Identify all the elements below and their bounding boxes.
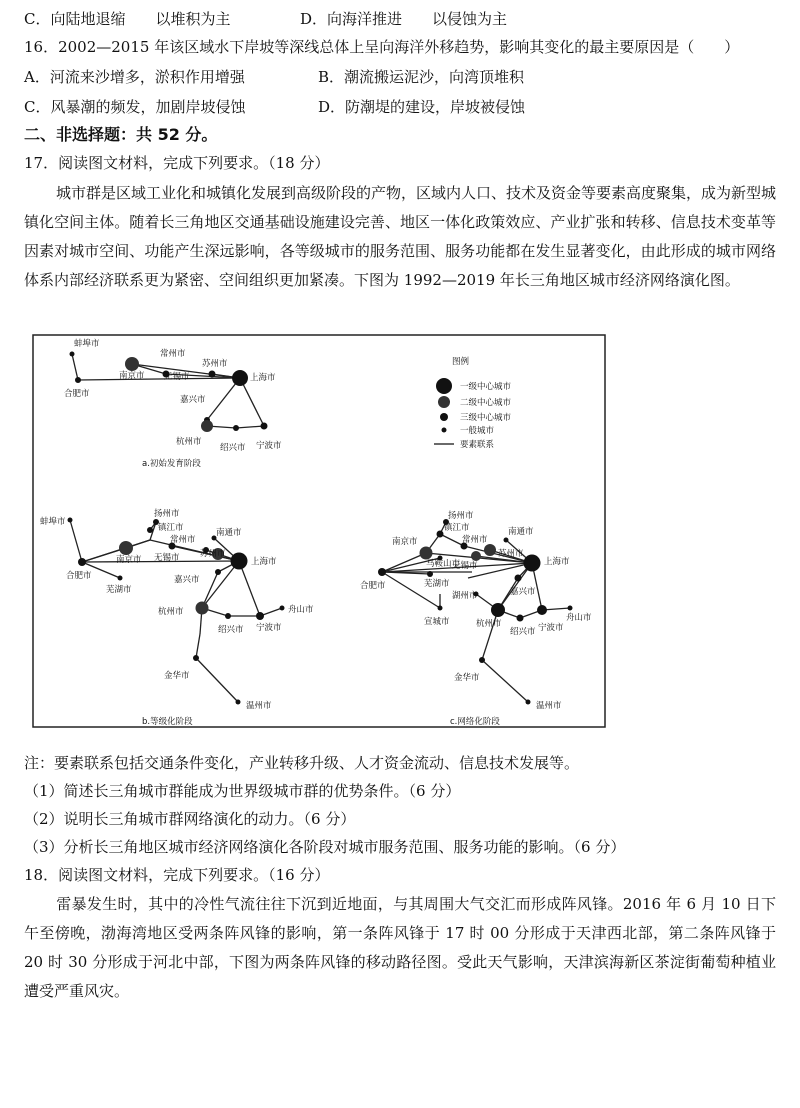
label-nanjing: 南京市: [119, 371, 145, 381]
label-bengbu: 蚌埠市: [74, 339, 100, 349]
label-shanghai: 上海市: [250, 373, 276, 383]
city-dot: [233, 425, 239, 431]
city-dot: [280, 606, 285, 611]
city-dot: [70, 352, 75, 357]
label-zhenjiang: 镇江市: [444, 523, 470, 533]
city-dot: [75, 377, 81, 383]
section-title: 二、非选择题：共 52 分。: [24, 125, 218, 144]
label-hangzhou: 杭州市: [158, 607, 184, 617]
q18-stem: 18．阅读图文材料，完成下列要求。（16 分）: [24, 866, 330, 884]
q18-material: [24, 890, 776, 1006]
q16-stem: 16．2002—2015 年该区域水下岸坡等深线总体上呈向海洋外移趋势，影响其变化的最主要原因是（ ）: [24, 38, 740, 56]
city-dot: [118, 576, 123, 581]
label-zhenjiang: 镇江市: [158, 523, 184, 533]
city-dot: [231, 553, 248, 570]
q15-option-d: D．向海洋推进 以侵蚀为主: [300, 10, 508, 28]
q17-material: [24, 179, 776, 295]
label-maanshan: 马鞍山市: [426, 559, 461, 569]
city-dot: [225, 613, 231, 619]
label-wuxi: 无锡市: [452, 561, 478, 571]
panel-b-caption: b.等级化阶段: [142, 717, 193, 727]
label-nantong: 南通市: [508, 527, 534, 537]
city-dot: [256, 612, 264, 620]
label-wuxi: 无锡市: [164, 372, 190, 382]
q17-material-text: 城市群是区域工业化和城镇化发展到高级阶段的产物，区域内人口、技术及资金等要素高度聚集，成为新型城镇化空间主体。随着长三角地区交通基础设施建设完善、地区一体化政策效应、产业扩张和转移、信息技术变革等因素对城市空间、功能产生深远影响，各等级城市的服务范围、服务功能都在发生显著变化，由此形成的城市网络体系内部经济联系更为紧密、空间组织更加紧凑。下图为 1992—2019 年长三角地区城市经济网络演化图。: [24, 184, 777, 289]
label-hefei: 合肥市: [360, 581, 386, 591]
city-dot: [515, 575, 522, 582]
label-nanjing: 南京市: [392, 537, 418, 547]
label-suzhou: 苏州市: [202, 359, 228, 369]
label-wuhu: 芜湖市: [106, 585, 132, 595]
city-dot: [427, 571, 433, 577]
label-jiaxing: 嘉兴市: [510, 587, 536, 597]
legend-symbol-level3: [440, 413, 448, 421]
city-dot: [504, 538, 509, 543]
label-zhoushan: 舟山市: [288, 605, 314, 615]
label-shanghai: 上海市: [251, 557, 277, 567]
label-ningbo: 宁波市: [256, 623, 282, 633]
city-dot: [215, 569, 221, 575]
city-dot: [209, 371, 216, 378]
city-dot: [232, 370, 248, 386]
legend-symbol-general: [442, 428, 447, 433]
q15-option-c: C．向陆地退缩 以堆积为主: [24, 10, 231, 28]
q18-material-text: 雷暴发生时，其中的冷性气流往往下沉到近地面，与其周围大气交汇而形成阵风锋。2016 年 6 月 10 日下午至傍晚，渤海湾地区受两条阵风锋的影响，第一条阵风锋于 17 时 00 分形成于天津西北部，第二条阵风锋于 20 时 30 分形成于河北中部，下图为两条阵风锋的移动路径图。受此天气影响，天津滨海新区茶淀街葡萄种植业遭受严重风灾。: [24, 895, 776, 1000]
label-suzhou: 苏州市: [200, 549, 226, 559]
label-jiaxing: 嘉兴市: [174, 575, 200, 585]
legend-level1: 一级中心城市: [460, 382, 512, 392]
legend-symbol-level2: [438, 396, 450, 408]
city-dot: [125, 357, 139, 371]
city-dot: [201, 420, 213, 432]
city-dot: [196, 602, 209, 615]
city-dot: [147, 527, 153, 533]
city-dot: [471, 551, 481, 561]
city-dot: [517, 615, 524, 622]
label-shaoxing: 绍兴市: [218, 625, 244, 635]
label-huzhou: 湖州市: [452, 591, 478, 601]
label-changzhou: 常州市: [462, 535, 488, 545]
city-dot: [524, 555, 541, 572]
city-dot: [484, 544, 496, 556]
q17-sub2: （2）说明长三角城市群网络演化的动力。（6 分）: [24, 810, 356, 828]
label-shanghai: 上海市: [544, 557, 570, 567]
city-dot: [420, 547, 433, 560]
panel-a-caption: a.初始发育阶段: [142, 459, 201, 469]
label-wuxi: 无锡市: [154, 553, 180, 563]
label-hefei: 合肥市: [66, 571, 92, 581]
city-dot: [491, 603, 505, 617]
city-network-figure: [32, 334, 606, 728]
label-xuancheng: 宣城市: [424, 617, 450, 627]
label-wenzhou: 温州市: [536, 701, 562, 711]
label-hefei: 合肥市: [64, 389, 90, 399]
legend-general: 一般城市: [460, 426, 495, 436]
panel-c-caption: c.网络化阶段: [450, 717, 500, 727]
q16-option-a: A．河流来沙增多，淤积作用增强: [24, 68, 245, 86]
label-ningbo: 宁波市: [538, 623, 564, 633]
city-dot: [261, 423, 268, 430]
q17-sub3: （3）分析长三角地区城市经济网络演化各阶段对城市服务范围、服务功能的影响。（6 分）: [24, 838, 626, 856]
city-dot: [437, 531, 444, 538]
label-hangzhou: 杭州市: [476, 619, 502, 629]
legend-link: 要素联系: [460, 440, 495, 450]
label-yangzhou: 扬州市: [154, 509, 180, 519]
label-nanjing: 南京市: [116, 555, 142, 565]
city-dot: [119, 541, 133, 555]
legend-level2: 二级中心城市: [460, 398, 512, 408]
city-dot: [68, 518, 73, 523]
legend-level3: 三级中心城市: [460, 413, 512, 423]
city-dot: [568, 606, 573, 611]
city-dot: [526, 700, 531, 705]
city-dot: [378, 568, 386, 576]
label-nantong: 南通市: [216, 528, 242, 538]
city-dot: [236, 700, 241, 705]
label-changzhou: 常州市: [160, 349, 186, 359]
legend-title: 图例: [452, 357, 470, 367]
q17-note: 注：要素联系包括交通条件变化，产业转移升级、人才资金流动、信息技术发展等。: [24, 754, 580, 772]
label-zhoushan: 舟山市: [566, 613, 592, 623]
q16-option-b: B．潮流搬运泥沙，向湾顶堆积: [318, 68, 525, 86]
label-wuhu: 芜湖市: [424, 579, 450, 589]
city-dot: [438, 606, 443, 611]
city-dot: [537, 605, 547, 615]
label-shaoxing: 绍兴市: [510, 627, 536, 637]
label-yangzhou: 扬州市: [448, 511, 474, 521]
label-bengbu: 蚌埠市: [40, 517, 66, 527]
label-ningbo: 宁波市: [256, 441, 282, 451]
q17-sub1: （1）简述长三角城市群能成为世界级城市群的优势条件。（6 分）: [24, 782, 461, 800]
label-jiaxing: 嘉兴市: [180, 395, 206, 405]
q16-option-c: C．风暴潮的频发，加剧岸坡侵蚀: [24, 98, 246, 116]
label-suzhou: 苏州市: [498, 549, 524, 559]
q17-stem: 17．阅读图文材料，完成下列要求。（18 分）: [24, 154, 330, 172]
city-dot: [479, 657, 485, 663]
legend-symbol-level1: [436, 378, 452, 394]
label-changzhou: 常州市: [170, 535, 196, 545]
city-dot: [78, 558, 86, 566]
label-wenzhou: 温州市: [246, 701, 272, 711]
label-shaoxing: 绍兴市: [220, 443, 246, 453]
label-hangzhou: 杭州市: [176, 437, 202, 447]
city-dot: [193, 655, 199, 661]
label-jinhua: 金华市: [164, 671, 190, 681]
q16-option-d: D．防潮堤的建设，岸坡被侵蚀: [318, 98, 526, 116]
label-jinhua: 金华市: [454, 673, 480, 683]
